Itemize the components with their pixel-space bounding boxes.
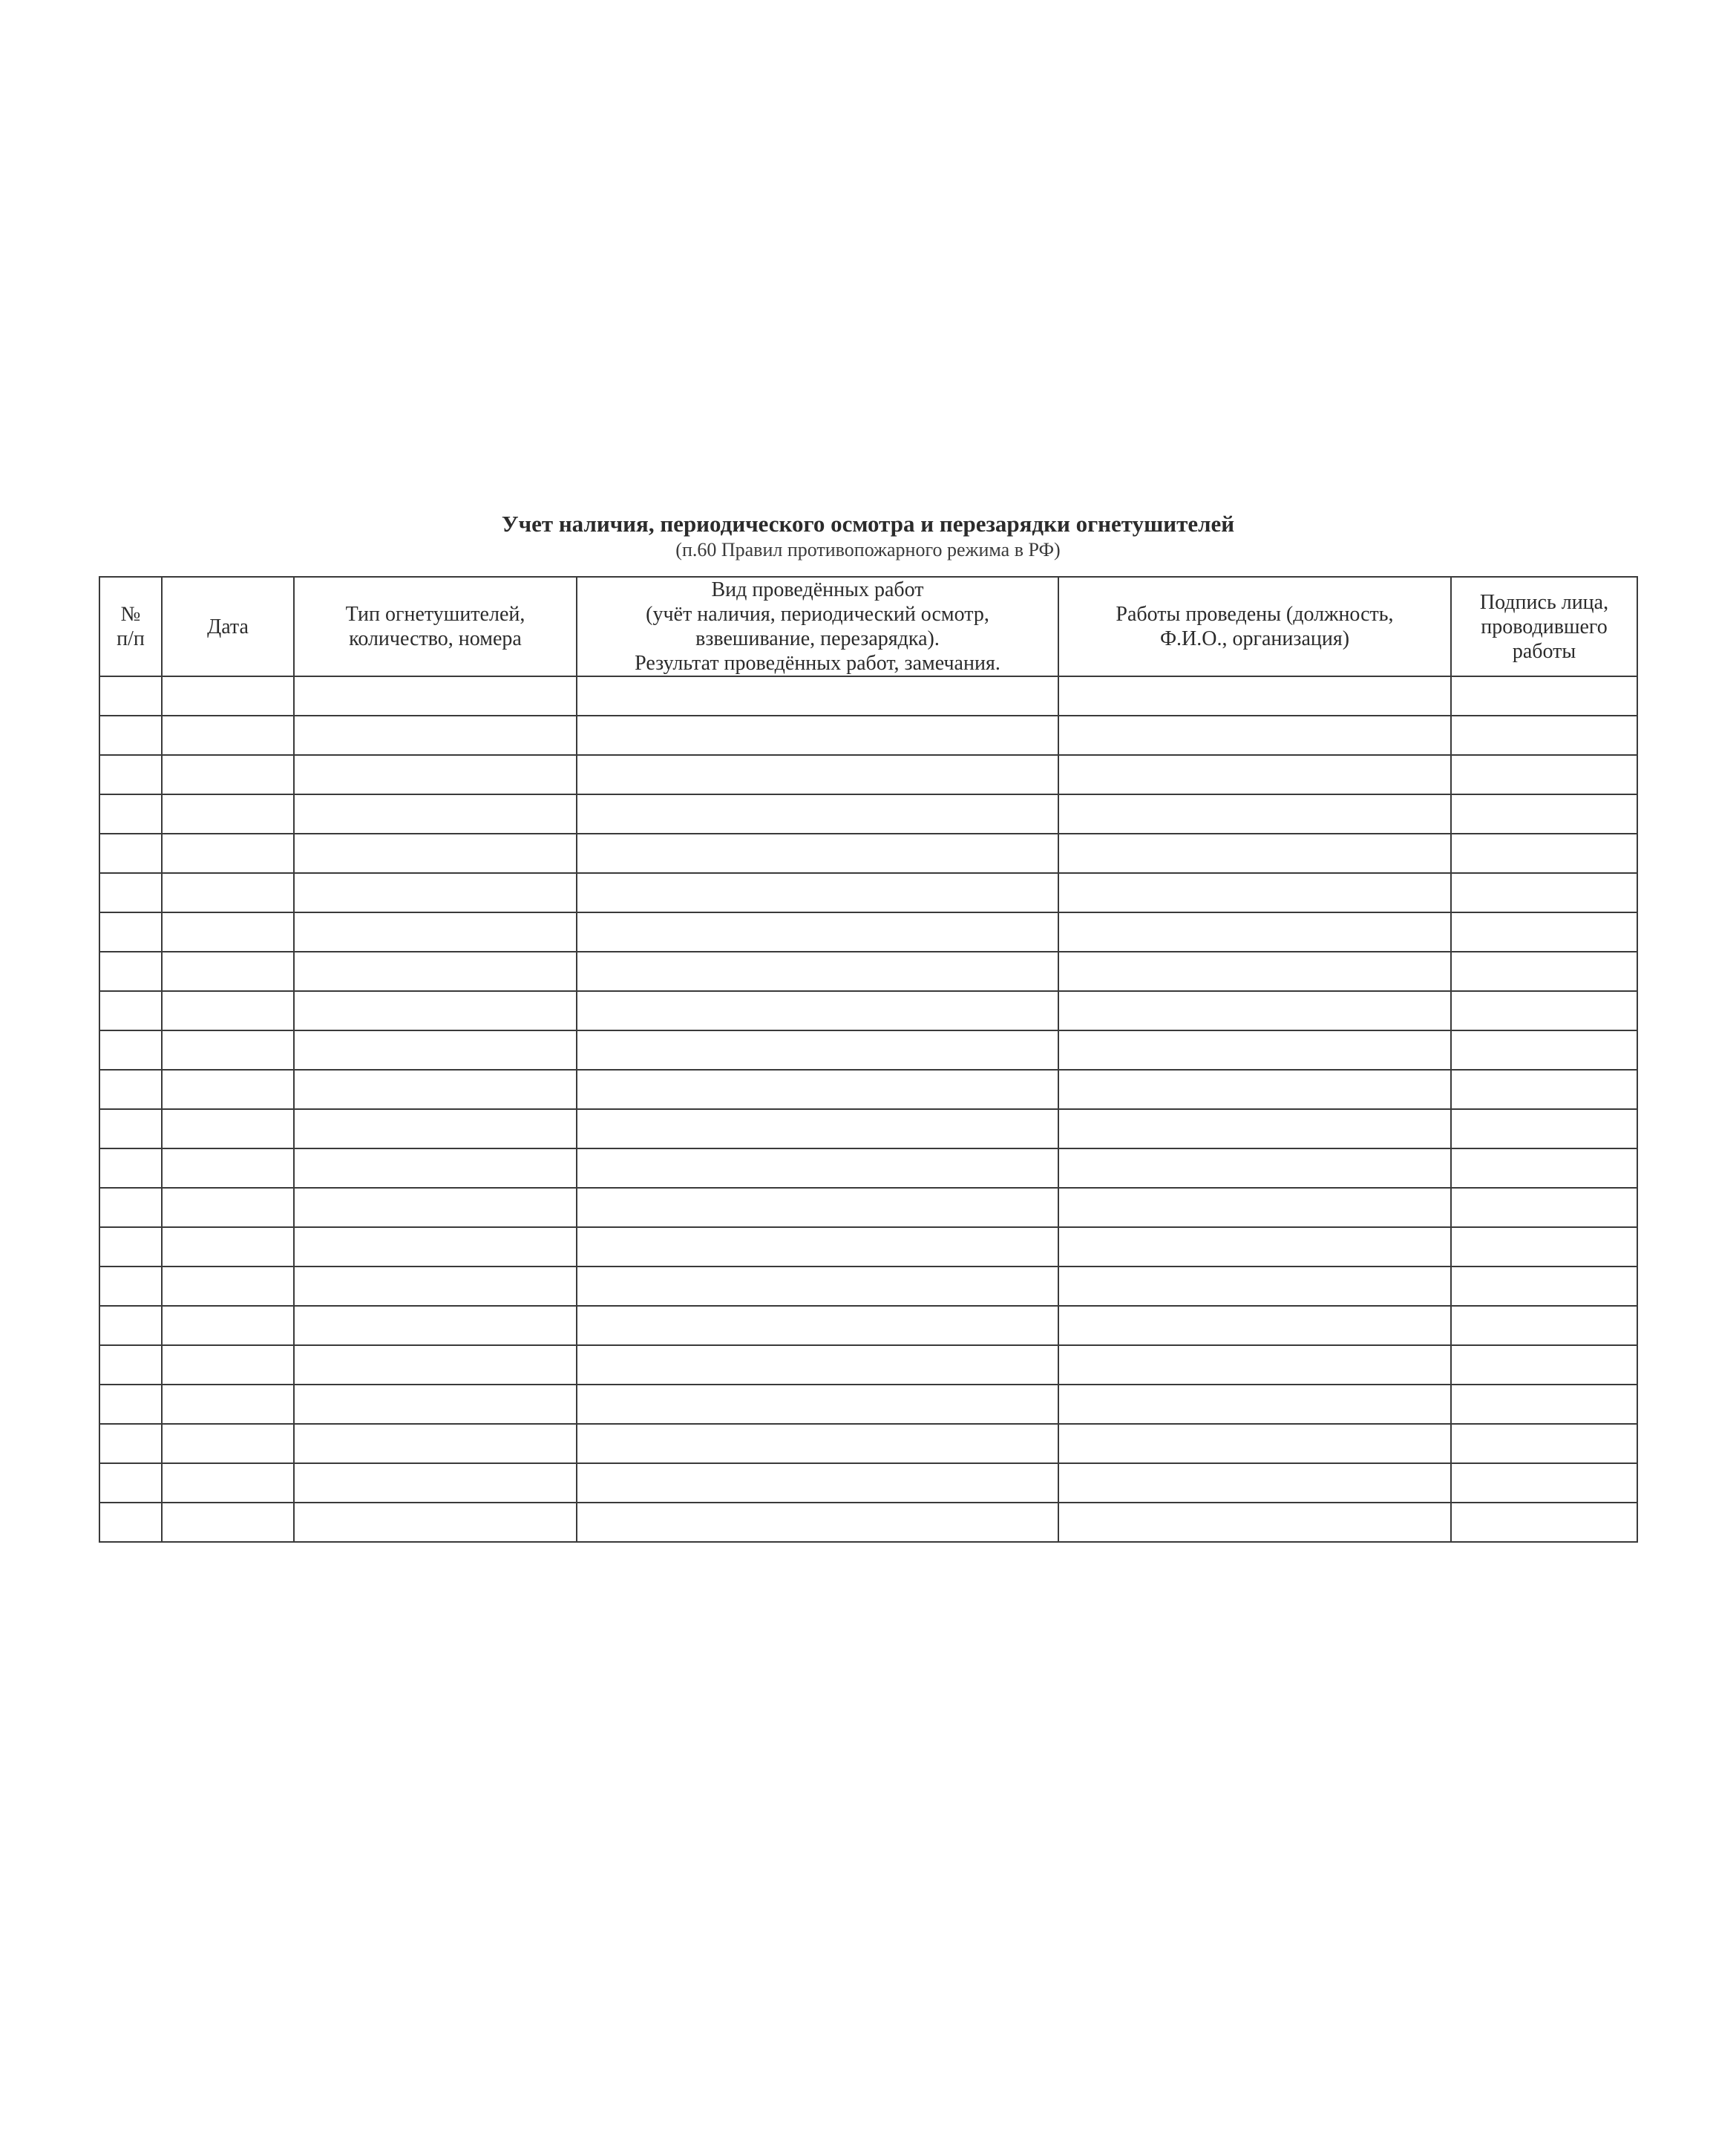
- table-row: [99, 834, 1637, 873]
- cell-work-type: [577, 1109, 1058, 1148]
- cell-date: [162, 1109, 294, 1148]
- header-work-type: Вид проведённых работ (учёт наличия, периодический осмотр, взвешивание, перезарядка). Результат проведённых работ, замечания.: [577, 577, 1058, 676]
- cell-signature: [1451, 873, 1637, 912]
- cell-date: [162, 794, 294, 834]
- cell-work-type: [577, 1424, 1058, 1463]
- cell-number: [99, 952, 162, 991]
- table-row: [99, 991, 1637, 1030]
- cell-number: [99, 1385, 162, 1424]
- cell-extinguisher-type: [294, 794, 577, 834]
- table-row: [99, 1306, 1637, 1345]
- cell-work-type: [577, 1227, 1058, 1267]
- cell-extinguisher-type: [294, 952, 577, 991]
- cell-work-type: [577, 1385, 1058, 1424]
- cell-date: [162, 1070, 294, 1109]
- cell-work-type: [577, 1148, 1058, 1188]
- cell-date: [162, 676, 294, 716]
- table-row: [99, 1267, 1637, 1306]
- cell-work-type: [577, 912, 1058, 952]
- table-row: [99, 676, 1637, 716]
- cell-date: [162, 716, 294, 755]
- cell-signature: [1451, 1070, 1637, 1109]
- table-row: [99, 716, 1637, 755]
- cell-extinguisher-type: [294, 912, 577, 952]
- cell-extinguisher-type: [294, 1424, 577, 1463]
- cell-extinguisher-type: [294, 676, 577, 716]
- cell-number: [99, 1109, 162, 1148]
- cell-performed-by: [1058, 1030, 1451, 1070]
- cell-number: [99, 991, 162, 1030]
- cell-work-type: [577, 834, 1058, 873]
- document-subtitle: (п.60 Правил противопожарного режима в РФ): [675, 539, 1061, 560]
- cell-date: [162, 1188, 294, 1227]
- cell-work-type: [577, 1030, 1058, 1070]
- cell-extinguisher-type: [294, 1070, 577, 1109]
- cell-number: [99, 912, 162, 952]
- cell-performed-by: [1058, 755, 1451, 794]
- cell-signature: [1451, 1345, 1637, 1385]
- cell-number: [99, 1188, 162, 1227]
- table-row: [99, 1109, 1637, 1148]
- cell-performed-by: [1058, 991, 1451, 1030]
- cell-number: [99, 1503, 162, 1542]
- cell-extinguisher-type: [294, 1267, 577, 1306]
- table-row: [99, 1030, 1637, 1070]
- cell-extinguisher-type: [294, 1148, 577, 1188]
- cell-number: [99, 1424, 162, 1463]
- cell-performed-by: [1058, 1070, 1451, 1109]
- cell-performed-by: [1058, 1424, 1451, 1463]
- cell-signature: [1451, 1385, 1637, 1424]
- table-row: [99, 1345, 1637, 1385]
- header-extinguisher-type: Тип огнетушителей, количество, номера: [294, 577, 577, 676]
- cell-number: [99, 834, 162, 873]
- table-row: [99, 1385, 1637, 1424]
- cell-performed-by: [1058, 1306, 1451, 1345]
- cell-signature: [1451, 794, 1637, 834]
- cell-extinguisher-type: [294, 1385, 577, 1424]
- document-title: Учет наличия, периодического осмотра и перезарядки огнетушителей: [501, 511, 1235, 537]
- cell-work-type: [577, 873, 1058, 912]
- cell-extinguisher-type: [294, 755, 577, 794]
- cell-signature: [1451, 1424, 1637, 1463]
- cell-extinguisher-type: [294, 1503, 577, 1542]
- cell-date: [162, 1385, 294, 1424]
- table-row: [99, 912, 1637, 952]
- cell-date: [162, 1345, 294, 1385]
- cell-signature: [1451, 991, 1637, 1030]
- cell-signature: [1451, 1463, 1637, 1503]
- cell-date: [162, 1306, 294, 1345]
- table-row: [99, 1424, 1637, 1463]
- cell-date: [162, 912, 294, 952]
- cell-work-type: [577, 794, 1058, 834]
- cell-signature: [1451, 676, 1637, 716]
- cell-date: [162, 991, 294, 1030]
- cell-performed-by: [1058, 1227, 1451, 1267]
- cell-performed-by: [1058, 1267, 1451, 1306]
- cell-date: [162, 834, 294, 873]
- cell-number: [99, 1148, 162, 1188]
- cell-work-type: [577, 1267, 1058, 1306]
- cell-work-type: [577, 716, 1058, 755]
- cell-extinguisher-type: [294, 1463, 577, 1503]
- table-row: [99, 1227, 1637, 1267]
- cell-extinguisher-type: [294, 1030, 577, 1070]
- cell-work-type: [577, 755, 1058, 794]
- cell-extinguisher-type: [294, 834, 577, 873]
- cell-work-type: [577, 1070, 1058, 1109]
- cell-work-type: [577, 1188, 1058, 1227]
- table-row: [99, 755, 1637, 794]
- header-signature: Подпись лица, проводившего работы: [1451, 577, 1637, 676]
- cell-number: [99, 755, 162, 794]
- cell-number: [99, 1267, 162, 1306]
- cell-performed-by: [1058, 676, 1451, 716]
- cell-performed-by: [1058, 1109, 1451, 1148]
- cell-performed-by: [1058, 834, 1451, 873]
- table-row: [99, 873, 1637, 912]
- cell-work-type: [577, 676, 1058, 716]
- cell-performed-by: [1058, 1148, 1451, 1188]
- extinguisher-log-table: [99, 576, 1638, 1543]
- cell-signature: [1451, 1030, 1637, 1070]
- cell-performed-by: [1058, 716, 1451, 755]
- cell-number: [99, 1463, 162, 1503]
- table-row: [99, 794, 1637, 834]
- cell-signature: [1451, 1148, 1637, 1188]
- cell-number: [99, 794, 162, 834]
- cell-performed-by: [1058, 1188, 1451, 1227]
- cell-signature: [1451, 1109, 1637, 1148]
- cell-extinguisher-type: [294, 1227, 577, 1267]
- cell-date: [162, 1503, 294, 1542]
- cell-date: [162, 873, 294, 912]
- table-row: [99, 1148, 1637, 1188]
- cell-performed-by: [1058, 794, 1451, 834]
- cell-signature: [1451, 1188, 1637, 1227]
- cell-work-type: [577, 1345, 1058, 1385]
- cell-performed-by: [1058, 1385, 1451, 1424]
- cell-number: [99, 1070, 162, 1109]
- cell-performed-by: [1058, 1345, 1451, 1385]
- cell-performed-by: [1058, 873, 1451, 912]
- header-number: № п/п: [99, 577, 162, 676]
- cell-extinguisher-type: [294, 1188, 577, 1227]
- table-row: [99, 1503, 1637, 1542]
- cell-signature: [1451, 952, 1637, 991]
- cell-extinguisher-type: [294, 716, 577, 755]
- cell-date: [162, 1463, 294, 1503]
- cell-signature: [1451, 1306, 1637, 1345]
- cell-work-type: [577, 991, 1058, 1030]
- cell-work-type: [577, 952, 1058, 991]
- cell-work-type: [577, 1463, 1058, 1503]
- table-body: [99, 676, 1637, 1542]
- cell-performed-by: [1058, 912, 1451, 952]
- cell-date: [162, 755, 294, 794]
- cell-extinguisher-type: [294, 1345, 577, 1385]
- table-row: [99, 1188, 1637, 1227]
- header-performed-by: Работы проведены (должность, Ф.И.О., организация): [1058, 577, 1451, 676]
- cell-date: [162, 1030, 294, 1070]
- cell-extinguisher-type: [294, 1109, 577, 1148]
- cell-number: [99, 1306, 162, 1345]
- cell-work-type: [577, 1503, 1058, 1542]
- cell-number: [99, 676, 162, 716]
- cell-signature: [1451, 834, 1637, 873]
- cell-signature: [1451, 912, 1637, 952]
- cell-performed-by: [1058, 1463, 1451, 1503]
- cell-signature: [1451, 1267, 1637, 1306]
- table-row: [99, 1463, 1637, 1503]
- cell-date: [162, 952, 294, 991]
- cell-signature: [1451, 716, 1637, 755]
- cell-performed-by: [1058, 1503, 1451, 1542]
- cell-date: [162, 1148, 294, 1188]
- cell-extinguisher-type: [294, 873, 577, 912]
- cell-extinguisher-type: [294, 1306, 577, 1345]
- cell-signature: [1451, 1227, 1637, 1267]
- cell-number: [99, 1227, 162, 1267]
- table-header-row: [99, 577, 1637, 676]
- cell-performed-by: [1058, 952, 1451, 991]
- cell-extinguisher-type: [294, 991, 577, 1030]
- cell-number: [99, 1030, 162, 1070]
- header-date: Дата: [162, 577, 294, 676]
- cell-date: [162, 1424, 294, 1463]
- cell-work-type: [577, 1306, 1058, 1345]
- table-row: [99, 952, 1637, 991]
- cell-signature: [1451, 755, 1637, 794]
- cell-number: [99, 1345, 162, 1385]
- table-row: [99, 1070, 1637, 1109]
- cell-signature: [1451, 1503, 1637, 1542]
- cell-number: [99, 716, 162, 755]
- cell-date: [162, 1267, 294, 1306]
- cell-number: [99, 873, 162, 912]
- cell-date: [162, 1227, 294, 1267]
